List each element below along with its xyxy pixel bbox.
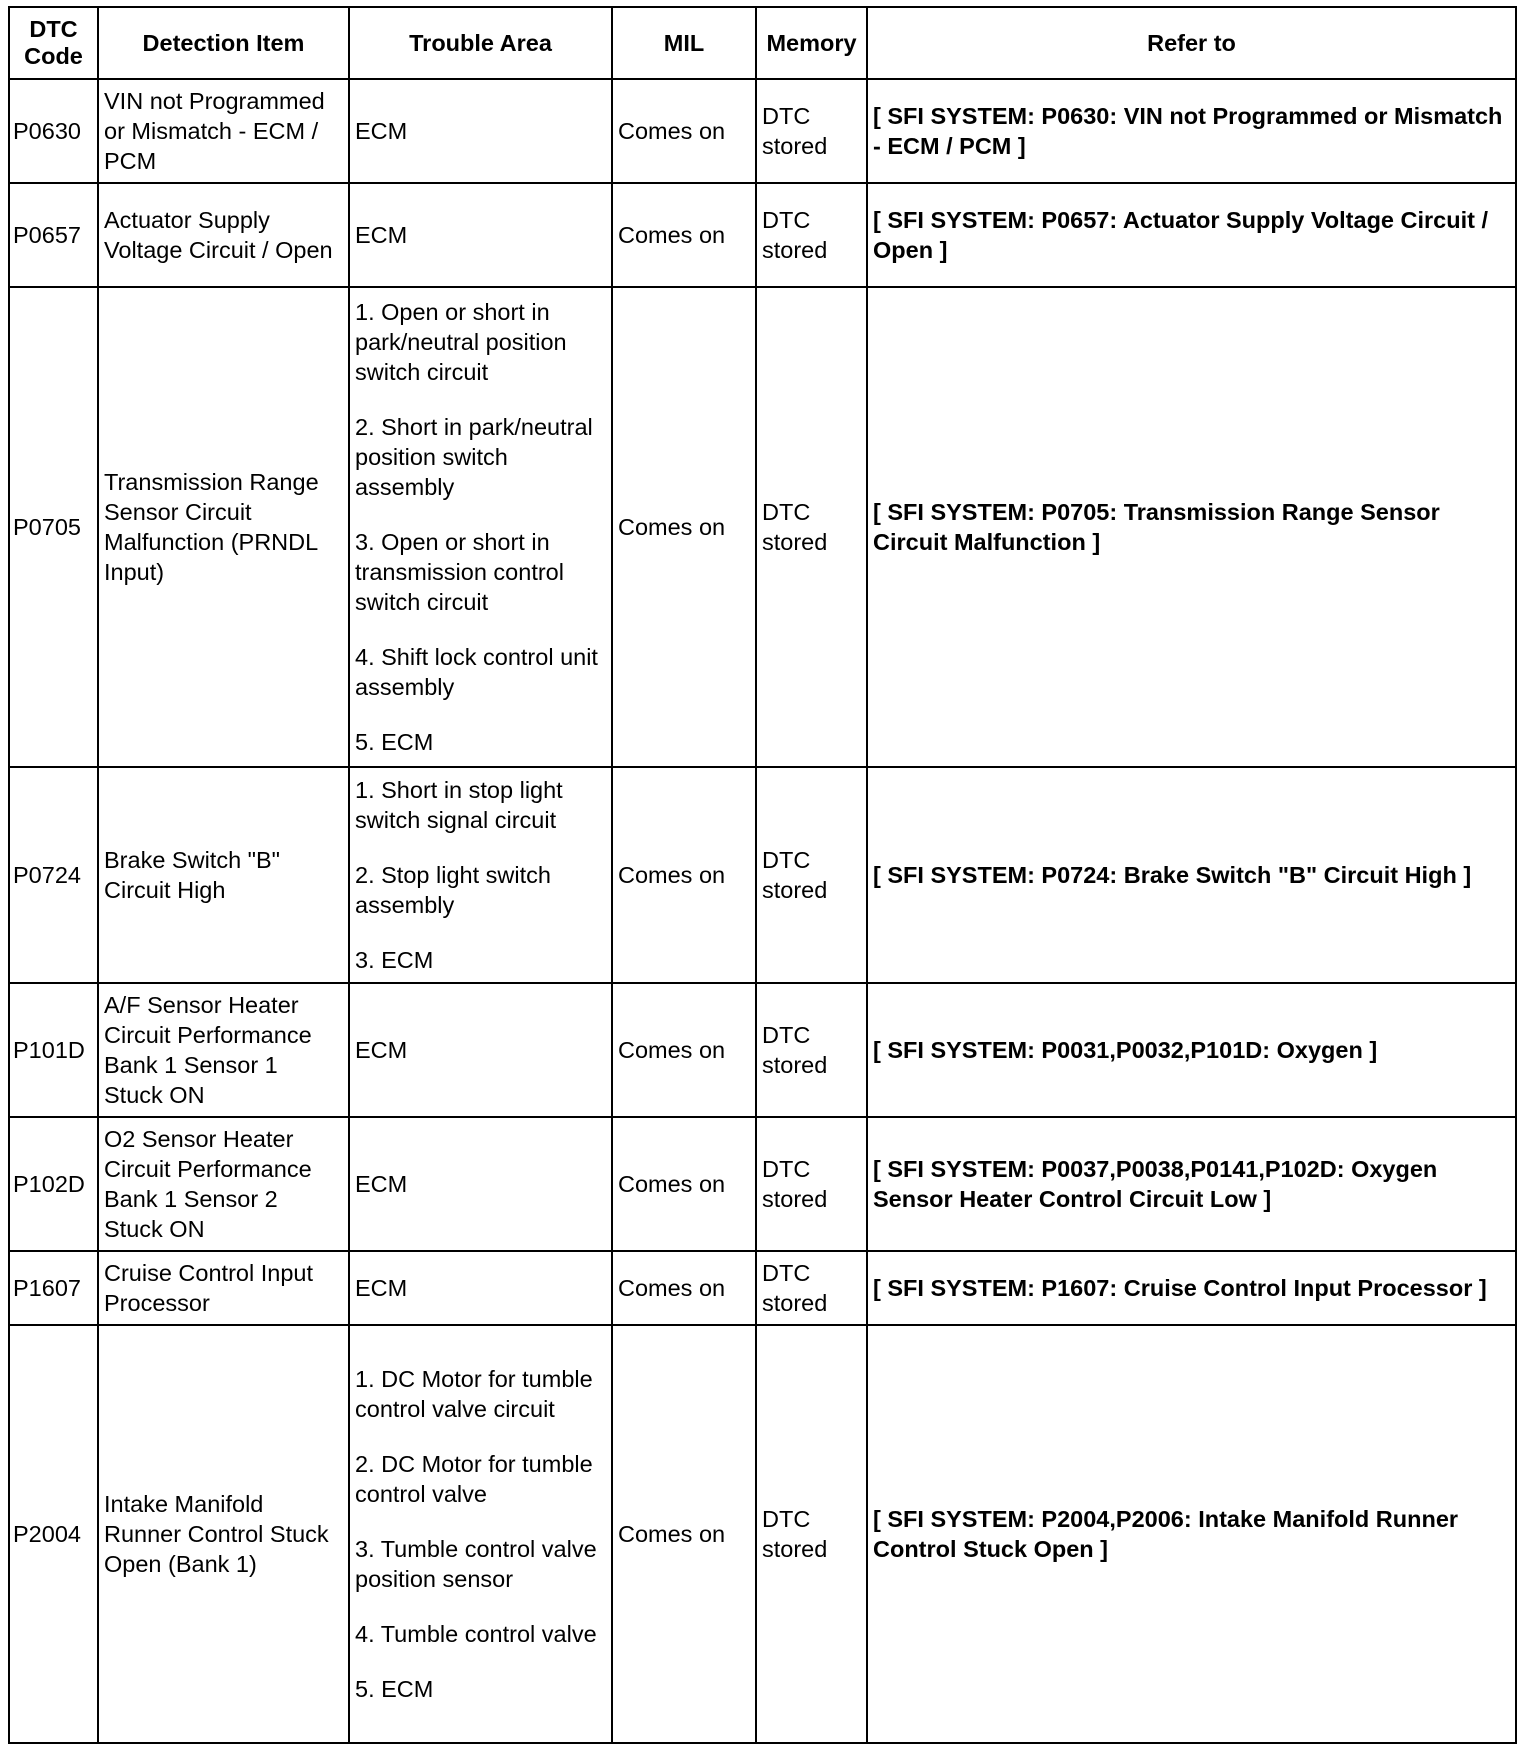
mil-cell: Comes on — [612, 983, 756, 1117]
trouble-area-item: ECM — [355, 118, 408, 144]
trouble-area-item: 4. Shift lock control unit assembly — [355, 644, 598, 700]
trouble-area-cell — [349, 183, 612, 287]
header-mil: MIL — [612, 7, 756, 79]
trouble-area-cell — [349, 1325, 612, 1743]
detection-item-cell: VIN not Programmed or Mismatch - ECM / PCM — [98, 79, 349, 183]
trouble-area-item: ECM — [355, 1171, 408, 1197]
detection-item-cell: Actuator Supply Voltage Circuit / Open — [98, 183, 349, 287]
trouble-area-cell — [349, 983, 612, 1117]
table-row — [9, 183, 1516, 287]
table-row — [9, 983, 1516, 1117]
refer-to-link[interactable]: [ SFI SYSTEM: P2004,P2006: Intake Manifold Runner Control Stuck Open ] — [867, 1325, 1516, 1743]
trouble-area-item: 5. ECM — [355, 1676, 434, 1702]
table-row — [9, 767, 1516, 983]
mil-cell: Comes on — [612, 183, 756, 287]
dtc-code-cell: P2004 — [9, 1325, 98, 1743]
mil-cell: Comes on — [612, 1251, 756, 1325]
dtc-code-cell: P1607 — [9, 1251, 98, 1325]
header-refer-to: Refer to — [867, 7, 1516, 79]
mil-cell: Comes on — [612, 1117, 756, 1251]
trouble-area-item: 2. DC Motor for tumble control valve — [355, 1451, 593, 1507]
trouble-area-item: 4. Tumble control valve — [355, 1621, 597, 1647]
memory-cell: DTC stored — [756, 1117, 867, 1251]
trouble-area-item: 1. Open or short in park/neutral position switch circuit — [355, 299, 567, 385]
mil-cell: Comes on — [612, 767, 756, 983]
trouble-area-item: 3. Open or short in transmission control switch circuit — [355, 529, 564, 615]
dtc-table-container — [8, 6, 1517, 1744]
trouble-area-cell — [349, 1117, 612, 1251]
dtc-code-cell: P101D — [9, 983, 98, 1117]
refer-to-link[interactable]: [ SFI SYSTEM: P0630: VIN not Programmed or Mismatch - ECM / PCM ] — [867, 79, 1516, 183]
header-dtc-code-label: DTC Code — [24, 16, 83, 69]
header-dtc-code — [9, 7, 98, 79]
trouble-area-cell — [349, 1251, 612, 1325]
trouble-area-item: 5. ECM — [355, 729, 434, 755]
table-row — [9, 1251, 1516, 1325]
refer-to-link[interactable]: [ SFI SYSTEM: P1607: Cruise Control Input Processor ] — [867, 1251, 1516, 1325]
table-header-row — [9, 7, 1516, 79]
trouble-area-item: ECM — [355, 1037, 408, 1063]
detection-item-cell: Brake Switch "B" Circuit High — [98, 767, 349, 983]
trouble-area-item: 3. ECM — [355, 947, 434, 973]
mil-cell: Comes on — [612, 79, 756, 183]
detection-item-cell: Cruise Control Input Processor — [98, 1251, 349, 1325]
memory-cell: DTC stored — [756, 183, 867, 287]
detection-item-cell: Transmission Range Sensor Circuit Malfunction (PRNDL Input) — [98, 287, 349, 767]
trouble-area-item: 1. DC Motor for tumble control valve circuit — [355, 1366, 593, 1422]
trouble-area-item: 3. Tumble control valve position sensor — [355, 1536, 597, 1592]
trouble-area-cell — [349, 767, 612, 983]
memory-cell: DTC stored — [756, 79, 867, 183]
trouble-area-item: 2. Stop light switch assembly — [355, 862, 551, 918]
detection-item-cell: A/F Sensor Heater Circuit Performance Bank 1 Sensor 1 Stuck ON — [98, 983, 349, 1117]
table-row — [9, 287, 1516, 767]
refer-to-link[interactable]: [ SFI SYSTEM: P0031,P0032,P101D: Oxygen ] — [867, 983, 1516, 1117]
header-trouble-area: Trouble Area — [349, 7, 612, 79]
trouble-area-item: ECM — [355, 1275, 408, 1301]
refer-to-link[interactable]: [ SFI SYSTEM: P0657: Actuator Supply Voltage Circuit / Open ] — [867, 183, 1516, 287]
mil-cell: Comes on — [612, 1325, 756, 1743]
trouble-area-cell — [349, 79, 612, 183]
dtc-code-cell: P0724 — [9, 767, 98, 983]
dtc-code-cell: P0705 — [9, 287, 98, 767]
table-row — [9, 1117, 1516, 1251]
memory-cell: DTC stored — [756, 767, 867, 983]
memory-cell: DTC stored — [756, 983, 867, 1117]
memory-cell: DTC stored — [756, 1251, 867, 1325]
trouble-area-item: 1. Short in stop light switch signal circuit — [355, 777, 563, 833]
dtc-code-cell: P0630 — [9, 79, 98, 183]
memory-cell: DTC stored — [756, 287, 867, 767]
table-row — [9, 79, 1516, 183]
mil-cell: Comes on — [612, 287, 756, 767]
dtc-code-cell: P102D — [9, 1117, 98, 1251]
refer-to-link[interactable]: [ SFI SYSTEM: P0705: Transmission Range Sensor Circuit Malfunction ] — [867, 287, 1516, 767]
memory-cell: DTC stored — [756, 1325, 867, 1743]
header-memory: Memory — [756, 7, 867, 79]
trouble-area-item: ECM — [355, 222, 408, 248]
refer-to-link[interactable]: [ SFI SYSTEM: P0724: Brake Switch "B" Circuit High ] — [867, 767, 1516, 983]
dtc-code-cell: P0657 — [9, 183, 98, 287]
header-detection-item: Detection Item — [98, 7, 349, 79]
dtc-table — [8, 6, 1517, 1744]
detection-item-cell: O2 Sensor Heater Circuit Performance Bank 1 Sensor 2 Stuck ON — [98, 1117, 349, 1251]
detection-item-cell: Intake Manifold Runner Control Stuck Open (Bank 1) — [98, 1325, 349, 1743]
trouble-area-item: 2. Short in park/neutral position switch assembly — [355, 414, 593, 500]
trouble-area-cell — [349, 287, 612, 767]
table-row — [9, 1325, 1516, 1743]
refer-to-link[interactable]: [ SFI SYSTEM: P0037,P0038,P0141,P102D: Oxygen Sensor Heater Control Circuit Low ] — [867, 1117, 1516, 1251]
